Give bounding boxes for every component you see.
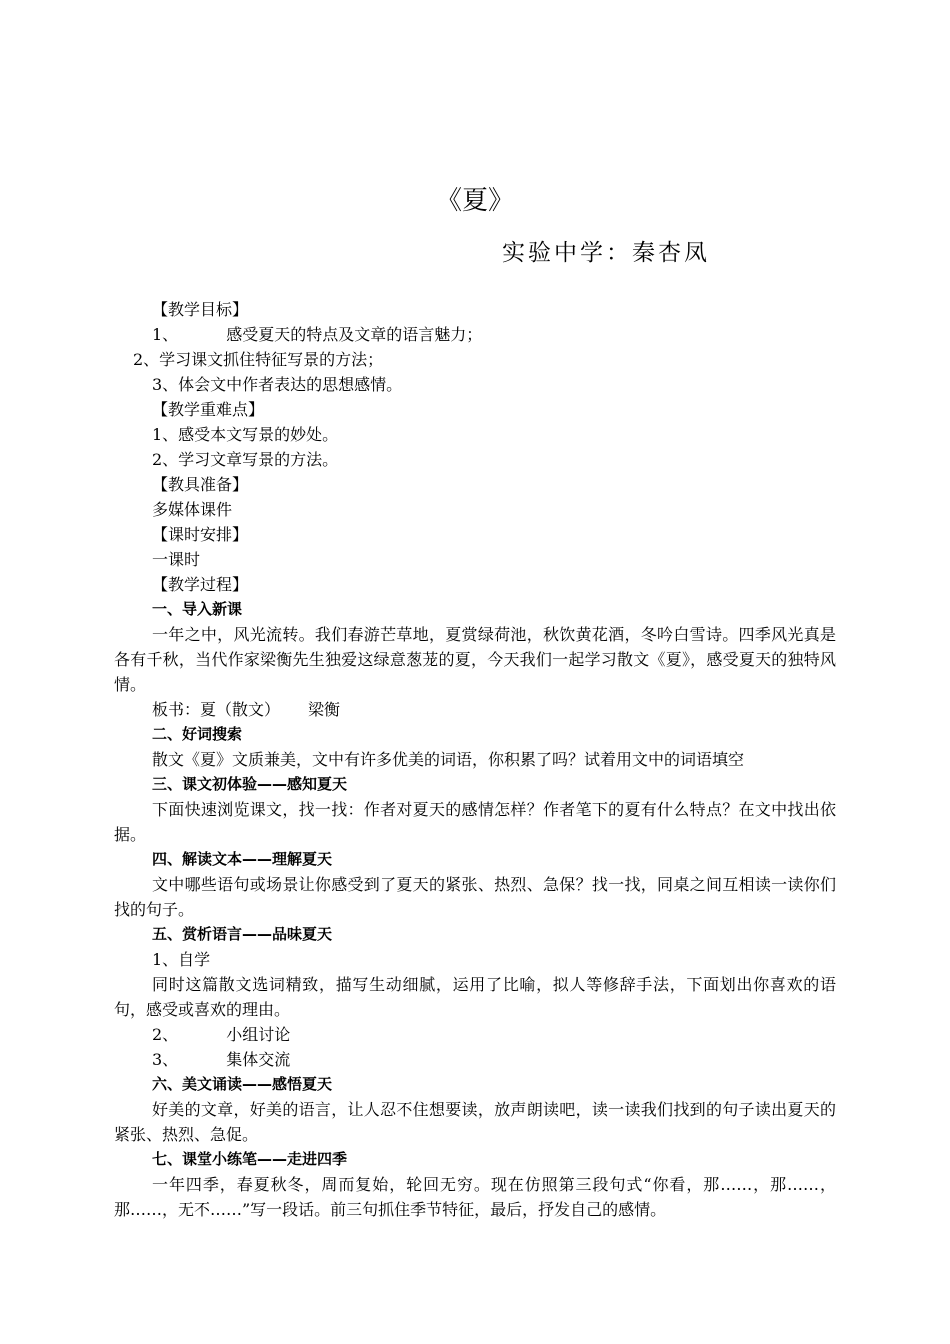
- goal-item-1-text: 感受夏天的特点及文章的语言魅力；: [226, 325, 483, 344]
- tools-text: 多媒体课件: [152, 500, 233, 519]
- step-5-paragraph: 同时这篇散文选词精致，描写生动细腻，运用了比喻，拟人等修辞手法，下面划出你喜欢的语句，感受或喜欢的理由。: [114, 975, 836, 1019]
- step-5-item-1: 1、自学: [152, 950, 211, 969]
- step-5-item-2: [114, 1022, 836, 1047]
- document-body: [114, 297, 836, 1222]
- step-5-item-3: [114, 1047, 836, 1072]
- step-2-paragraph: 散文《夏》文质兼美，文中有许多优美的词语，你积累了吗？试着用文中的词语填空: [152, 750, 745, 769]
- board-text: 板书：夏（散文）: [152, 700, 281, 719]
- step-5-item-3-number: 3、: [152, 1050, 179, 1069]
- step-1-paragraph: 一年之中，风光流转。我们春游芒草地，夏赏绿荷池，秋饮黄花酒，冬吟白雪诗。四季风光真是各有千秋，当代作家梁衡先生独爱这绿意葱茏的夏，今天我们一起学习散文《夏》，感受夏天的独特风情。: [114, 625, 836, 694]
- step-5-item-3-text: 集体交流: [226, 1050, 291, 1069]
- step-7-heading: 七、课堂小练笔——走进四季: [152, 1150, 348, 1168]
- step-1-heading: 一、导入新课: [152, 600, 243, 618]
- step-1-board: [114, 697, 836, 722]
- section-heading-schedule: 【课时安排】: [152, 525, 249, 544]
- goal-item-2: 2、学习课文抓住特征写景的方法；: [133, 350, 384, 369]
- goal-item-1: [114, 322, 836, 347]
- document-title: 《夏》: [435, 186, 514, 216]
- key-point-2: 2、学习文章写景的方法。: [152, 450, 339, 469]
- step-3-paragraph: 下面快速浏览课文，找一找：作者对夏天的感情怎样？作者笔下的夏有什么特点？在文中找出依据。: [114, 800, 836, 844]
- step-2-heading: 二、好词搜索: [152, 725, 243, 743]
- board-author: 梁衡: [308, 700, 341, 719]
- step-5-item-2-text: 小组讨论: [226, 1025, 291, 1044]
- step-7-paragraph: 一年四季，春夏秋冬，周而复始，轮回无穷。现在仿照第三段句式“你看，那……，那……，那……，无不……”写一段话。前三句抓住季节特征，最后，抒发自己的感情。: [114, 1175, 836, 1219]
- step-6-heading: 六、美文诵读——感悟夏天: [152, 1075, 333, 1093]
- goal-item-1-number: 1、: [152, 325, 179, 344]
- step-5-item-2-number: 2、: [152, 1025, 179, 1044]
- key-point-1: 1、感受本文写景的妙处。: [152, 425, 339, 444]
- section-heading-process: 【教学过程】: [152, 575, 249, 594]
- section-heading-goals: 【教学目标】: [152, 300, 249, 319]
- schedule-text: 一课时: [152, 550, 201, 569]
- step-3-heading: 三、课文初体验——感知夏天: [152, 775, 348, 793]
- step-4-heading: 四、解读文本——理解夏天: [152, 850, 333, 868]
- section-heading-key-points: 【教学重难点】: [152, 400, 265, 419]
- step-5-heading: 五、赏析语言——品味夏天: [152, 925, 333, 943]
- step-6-paragraph: 好美的文章，好美的语言，让人忍不住想要读，放声朗读吧，读一读我们找到的句子读出夏天的紧张、热烈、急促。: [114, 1100, 836, 1144]
- author-line: 实验中学：秦杏凤: [502, 240, 710, 266]
- step-4-paragraph: 文中哪些语句或场景让你感受到了夏天的紧张、热烈、急保？找一找，同桌之间互相读一读你们找的句子。: [114, 875, 836, 919]
- section-heading-tools: 【教具准备】: [152, 475, 249, 494]
- goal-item-3: 3、体会文中作者表达的思想感情。: [152, 375, 403, 394]
